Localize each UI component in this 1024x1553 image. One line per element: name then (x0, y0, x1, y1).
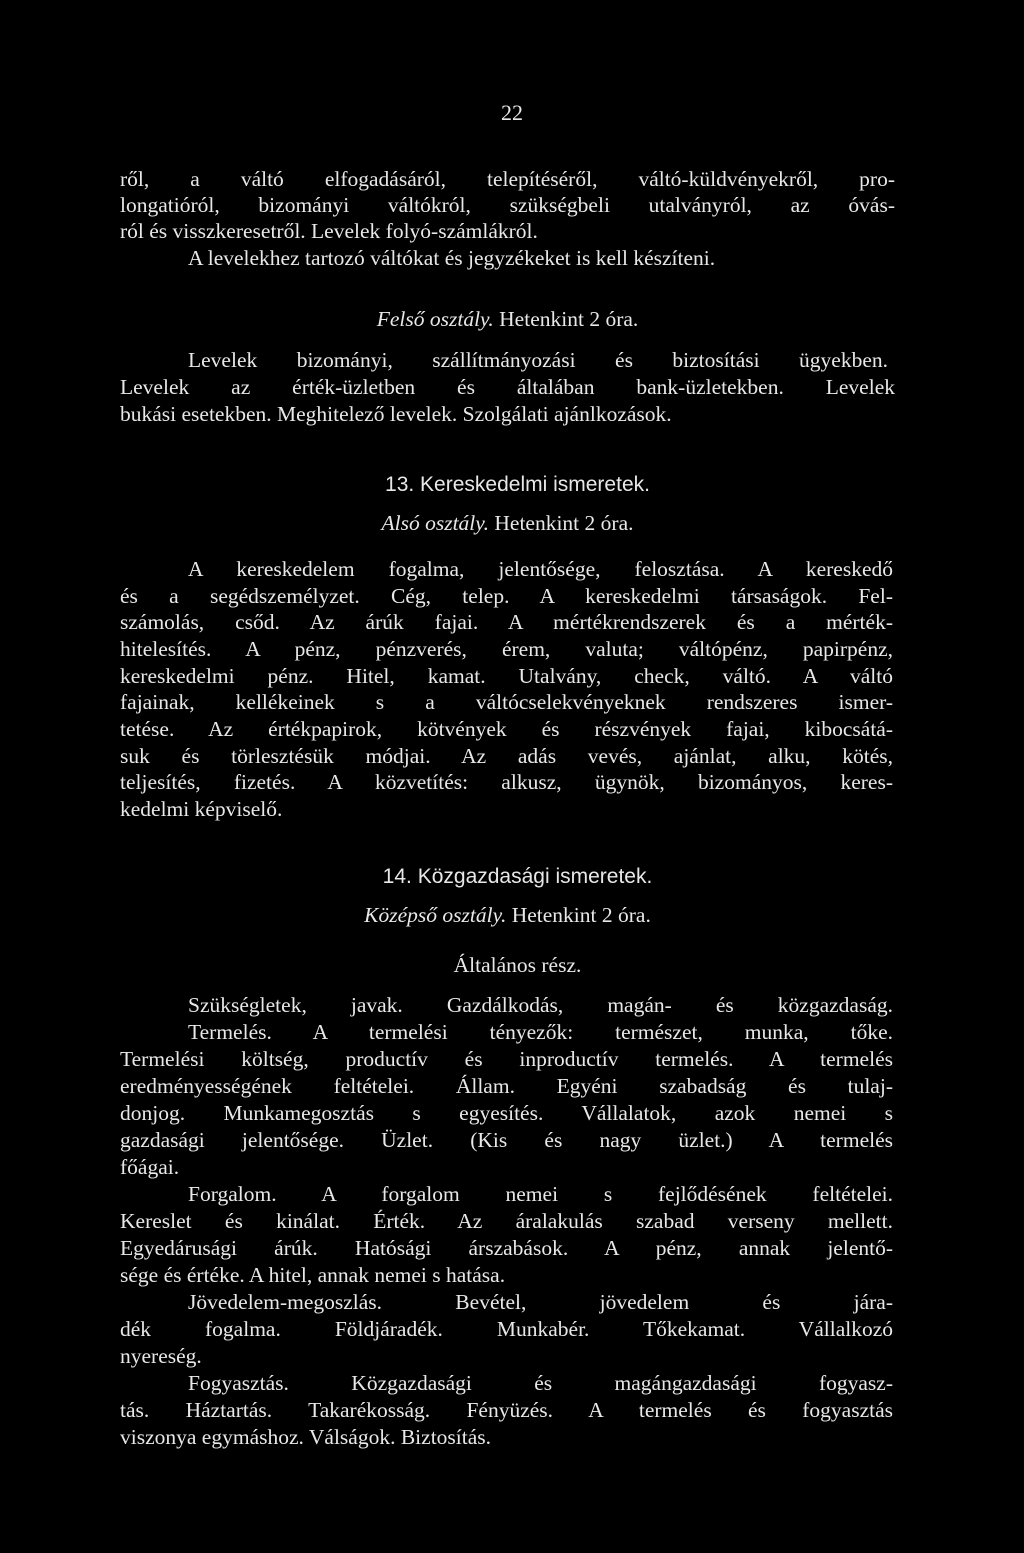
paragraph-line: kereskedelmi pénz. Hitel, kamat. Utalvány, check, váltó. A váltó (120, 664, 893, 688)
paragraph-line: kedelmi képviselő. (120, 797, 283, 821)
subheading: Általános rész. (453, 953, 582, 977)
intro-line: ről, a váltó elfogadásáról, telepítéséről, váltó-küldvényekről, pro- (120, 167, 895, 191)
hours-label: Hetenkint 2 óra. (506, 903, 651, 927)
paragraph-line: számolás, csőd. Az árúk fajai. A mértékrendszerek és a mérték- (120, 610, 893, 634)
paragraph-line: Kereslet és kinálat. Érték. Az áralakulás szabad verseny mellett. (120, 1209, 893, 1233)
paragraph-line: Egyedárusági árúk. Hatósági árszabások. A pénz, annak jelentő- (120, 1236, 893, 1260)
class-heading-kozepso (120, 902, 895, 928)
paragraph-line: Fogyasztás. Közgazdasági és magángazdasági fogyasz- (188, 1371, 893, 1395)
paragraph-line: hitelesítés. A pénz, pénzverés, érem, valuta; váltópénz, papirpénz, (120, 637, 893, 661)
section-heading-14: 14. Közgazdasági ismeretek. (382, 865, 653, 888)
paragraph-line: nyereség. (120, 1344, 202, 1368)
page-number: 22 (501, 100, 523, 125)
paragraph-line: gazdasági jelentősége. Üzlet. (Kis és nagy üzlet.) A termelés (120, 1128, 893, 1152)
paragraph-line: és a segédszemélyzet. Cég, telep. A kereskedelmi társaságok. Fel- (120, 584, 893, 608)
class-heading-felso (120, 306, 895, 332)
class-label: Középső osztály. (364, 903, 507, 927)
paragraph-line: suk és törlesztésük módjai. Az adás vevés, ajánlat, alku, kötés, (120, 744, 893, 768)
paragraph-line: Levelek az érték-üzletben és általában bank-üzletekben. Levelek (120, 375, 895, 399)
paragraph-line: fajainak, kellékeinek s a váltócselekvényeknek rendszeres ismer- (120, 690, 893, 714)
intro-line: ról és visszkeresetről. Levelek folyó-számlákról. (120, 219, 538, 243)
paragraph-line: sége és értéke. A hitel, annak nemei s hatása. (120, 1263, 506, 1287)
paragraph-line: Termelési költség, productív és inproductív termelés. A termelés (120, 1047, 893, 1071)
paragraph-line: bukási esetekben. Meghitelező levelek. Szolgálati ajánlkozások. (120, 402, 672, 426)
paragraph-line: A kereskedelem fogalma, jelentősége, felosztása. A kereskedő (188, 557, 893, 581)
paragraph-line: teljesítés, fizetés. A közvetítés: alkusz, ügynök, bizományos, keres- (120, 770, 893, 794)
hours-label: Hetenkint 2 óra. (493, 307, 639, 331)
paragraph-line: Jövedelem-megoszlás. Bevétel, jövedelem és jára- (188, 1290, 893, 1314)
paragraph-line: Termelés. A termelési tényezők: természet, munka, tőke. (188, 1020, 893, 1044)
paragraph-line: tetése. Az értékpapirok, kötvények és részvények fajai, kibocsátá- (120, 717, 893, 741)
intro-line: longatióról, bizományi váltókról, szükségbeli utalványról, az óvás- (120, 193, 895, 217)
paragraph-line: donjog. Munkamegosztás s egyesítés. Vállalatok, azok nemei s (120, 1101, 893, 1125)
paragraph-line: tás. Háztartás. Takarékosság. Fényüzés. A termelés és fogyasztás (120, 1398, 893, 1422)
paragraph-line: Forgalom. A forgalom nemei s fejlődésének feltételei. (188, 1182, 893, 1206)
paragraph-line: eredményességének feltételei. Állam. Egyéni szabadság és tulaj- (120, 1074, 893, 1098)
class-label: Alsó osztály. (381, 511, 489, 535)
intro-line: A levelekhez tartozó váltókat és jegyzékeket is kell készíteni. (188, 246, 716, 270)
section-heading-13: 13. Kereskedelmi ismeretek. (385, 473, 650, 496)
class-heading-also (120, 510, 895, 536)
paragraph-line: Szükségletek, javak. Gazdálkodás, magán- és közgazdaság. (188, 993, 893, 1017)
paragraph-line: főágai. (120, 1155, 180, 1179)
paragraph-line: viszonya egymáshoz. Válságok. Biztosítás. (120, 1425, 492, 1449)
paragraph-line: Levelek bizományi, szállítmányozási és biztosítási ügyekben. (188, 348, 888, 372)
paragraph-line: dék fogalma. Földjáradék. Munkabér. Tőkekamat. Vállalkozó (120, 1317, 893, 1341)
hours-label: Hetenkint 2 óra. (489, 511, 634, 535)
class-label: Felső osztály. (376, 307, 494, 331)
